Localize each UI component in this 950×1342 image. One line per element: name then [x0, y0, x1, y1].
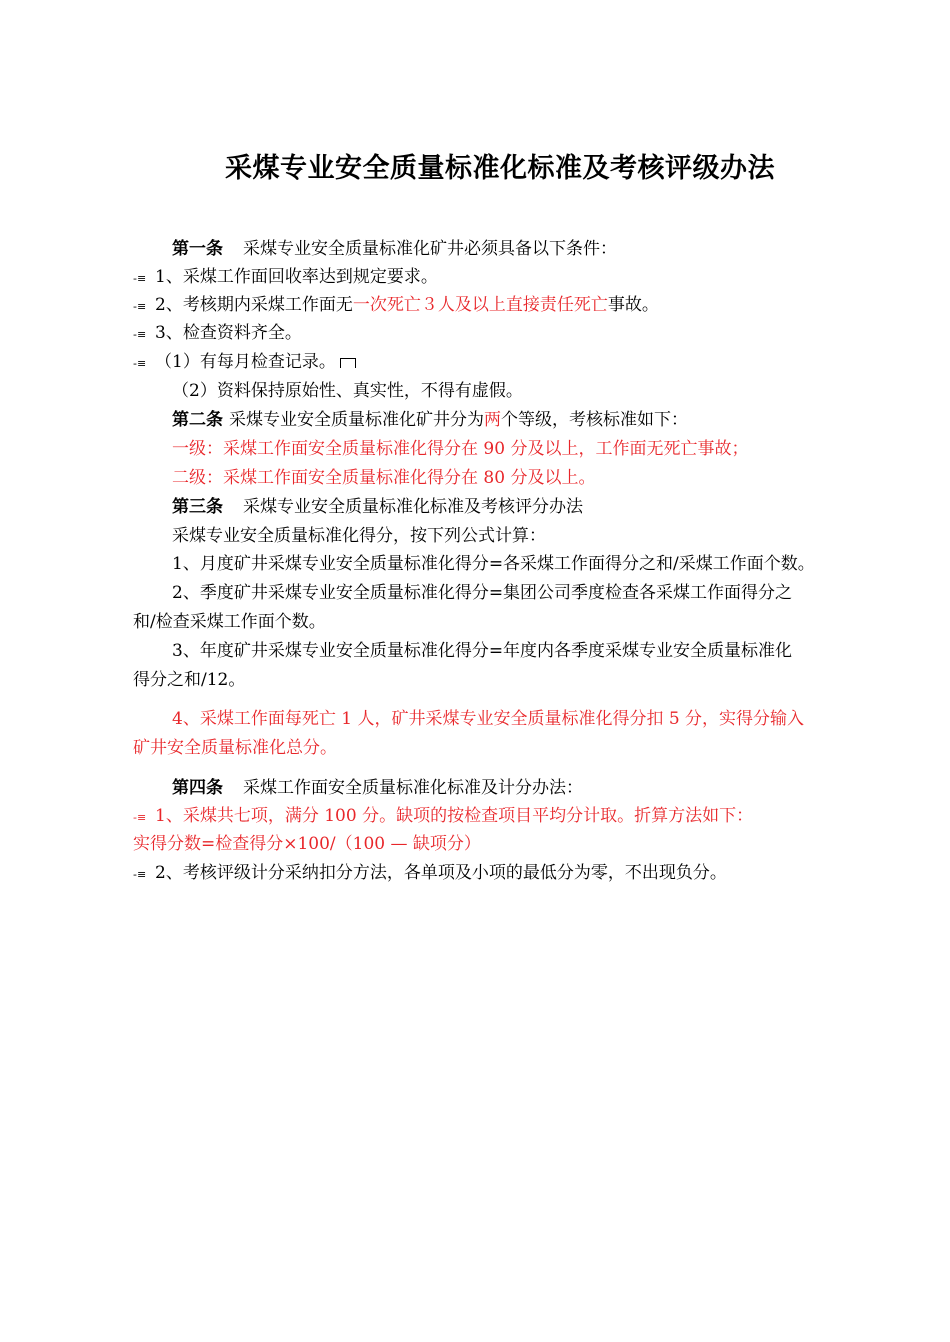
list-marker-icon: -≡ — [133, 868, 147, 881]
formula-2-line-1: 2、季度矿井采煤专业安全质量标准化得分=集团公司季度检查各采煤工作面得分之 — [172, 583, 793, 603]
article-4-text: 采煤工作面安全质量标准化标准及计分办法： — [243, 778, 583, 798]
article-3-text: 采煤专业安全质量标准化标准及考核评分办法 — [243, 497, 583, 517]
formula-3-line-1: 3、年度矿井采煤专业安全质量标准化得分=年度内各季度采煤专业安全质量标准化 — [172, 641, 793, 661]
document-title: 采煤专业安全质量标准化标准及考核评级办法 — [225, 153, 775, 184]
item-text-highlight: 一次死亡３人及以上直接责任死亡 — [352, 295, 608, 315]
article-4-heading: 第四条 — [172, 778, 223, 798]
article-3-line — [172, 496, 583, 518]
article-1-heading: 第一条 — [172, 239, 223, 259]
article-4-line — [172, 777, 583, 799]
list-marker-icon: -≡ — [133, 328, 147, 341]
item-text: 3、检查资料齐全。 — [155, 323, 302, 343]
article-4-item-2 — [133, 862, 727, 886]
item-text: （2）资料保持原始性、真实性，不得有虚假。 — [172, 381, 523, 401]
level-1-line: 一级：采煤工作面安全质量标准化得分在 90 分及以上，工作面无死亡事故； — [172, 439, 749, 459]
article-2-heading: 第二条 — [172, 410, 223, 430]
list-marker-icon: -≡ — [133, 300, 147, 313]
anchor-icon — [340, 358, 356, 368]
formula-4-line-2: 矿井安全质量标准化总分。 — [133, 738, 337, 758]
formula-1: 1、月度矿井采煤专业安全质量标准化得分=各采煤工作面得分之和/采煤工作面个数。 — [172, 554, 815, 574]
item-text: 2、考核评级计分采纳扣分方法，各单项及小项的最低分为零，不出现负分。 — [155, 863, 727, 883]
article-2-text: 个等级，考核标准如下： — [501, 410, 688, 430]
formula-4-line-1: 4、采煤工作面每死亡 1 人，矿井采煤专业安全质量标准化得分扣 5 分，实得分输入 — [172, 709, 805, 729]
formula-3-line-2: 得分之和/12。 — [133, 670, 246, 690]
article-2-text-highlight: 两 — [484, 410, 501, 430]
article-1-text: 采煤专业安全质量标准化矿井必须具备以下条件： — [243, 239, 617, 259]
article-1-line — [172, 238, 617, 260]
scoring-formula: 实得分数=检查得分×100/（100 — 缺项分） — [133, 834, 481, 854]
list-marker-icon: -≡ — [133, 357, 147, 370]
article-1-item-1 — [133, 266, 438, 290]
item-text: 事故。 — [607, 295, 659, 315]
article-1-item-3 — [133, 322, 302, 346]
article-2-line — [172, 409, 688, 431]
level-2-line: 二级：采煤工作面安全质量标准化得分在 80 分及以上。 — [172, 468, 596, 488]
article-3-heading: 第三条 — [172, 497, 223, 517]
article-2-text: 采煤专业安全质量标准化矿井分为 — [229, 410, 484, 430]
item-text: （1）有每月检查记录。 — [155, 352, 336, 372]
item-text: 1、采煤共七项，满分 100 分。缺项的按检查项目平均分计取。折算方法如下： — [155, 806, 754, 826]
item-text: 1、采煤工作面回收率达到规定要求。 — [155, 267, 438, 287]
article-4-item-1 — [133, 805, 753, 829]
article-1-sub-2 — [172, 380, 523, 402]
list-marker-icon: -≡ — [133, 272, 147, 285]
formula-2-line-2: 和/检查采煤工作面个数。 — [133, 612, 326, 632]
article-1-item-2 — [133, 294, 659, 318]
formula-intro: 采煤专业安全质量标准化得分，按下列公式计算： — [172, 526, 546, 546]
list-marker-icon: -≡ — [133, 811, 147, 824]
article-1-sub-1 — [133, 351, 356, 375]
item-text: 2、考核期内采煤工作面无 — [155, 295, 353, 315]
